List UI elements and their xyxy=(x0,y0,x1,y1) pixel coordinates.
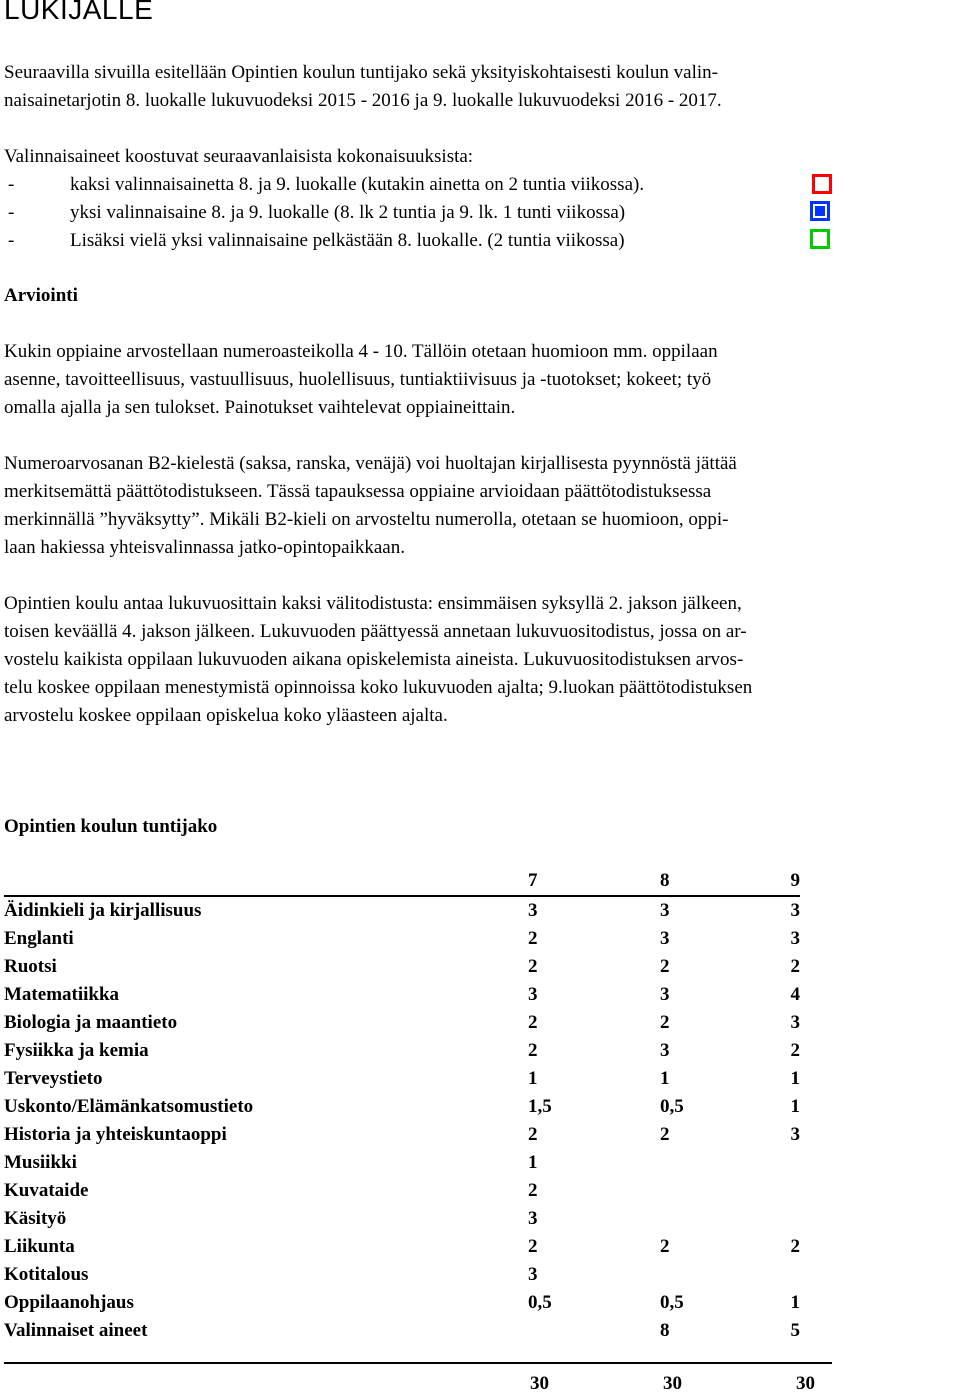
text-line: asenne, tavoitteellisuus, vastuullisuus, huolellisuus, tuntiaktiivisuus ja -tuotokset; kokeet; työ xyxy=(4,369,712,390)
grade-9-cell: 1 xyxy=(790,1292,800,1313)
red-square-marker-icon xyxy=(812,174,832,194)
elective-text: Lisäksi vielä yksi valinnaisaine pelkästään 8. luokalle. (2 tuntia viikossa) xyxy=(70,230,625,251)
subject-column-header xyxy=(4,867,516,896)
grade-7-cell: 2 xyxy=(528,1012,538,1033)
table-row xyxy=(4,1093,800,1121)
grade-9-cell: 3 xyxy=(790,1012,800,1033)
timetable-heading: Opintien koulun tuntijako xyxy=(4,816,218,837)
elective-item xyxy=(8,171,644,199)
grade-8-cell xyxy=(660,1149,780,1177)
table-row xyxy=(4,1233,800,1261)
grade-9-cell xyxy=(780,1205,800,1233)
grade-7-cell: 3 xyxy=(528,1264,538,1285)
total-grade-8: 30 xyxy=(663,1373,682,1394)
bullet-dash: - xyxy=(8,174,15,195)
grade-9-cell: 4 xyxy=(790,984,800,1005)
subject-cell: Äidinkieli ja kirjallisuus xyxy=(4,900,202,921)
table-row xyxy=(4,1121,800,1149)
grade-9-cell: 3 xyxy=(790,900,800,921)
table-row xyxy=(4,1009,800,1037)
subject-cell: Historia ja yhteiskuntaoppi xyxy=(4,1124,227,1145)
grade-8-cell: 3 xyxy=(660,984,670,1005)
grade-7-cell: 2 xyxy=(528,1236,538,1257)
grade-8-cell: 3 xyxy=(660,900,670,921)
grade-8-cell: 2 xyxy=(660,1236,670,1257)
elective-item xyxy=(8,227,625,255)
text-line: vostelu kaikista oppilaan lukuvuoden aikana opiskelemista aineista. Lukuvuositodistuksen arvos- xyxy=(4,649,744,670)
table-row xyxy=(4,896,800,925)
table-row xyxy=(4,1149,800,1177)
grade-8-cell: 2 xyxy=(660,956,670,977)
elective-text: yksi valinnaisaine 8. ja 9. luokalle (8. lk 2 tuntia ja 9. lk. 1 tunti viikossa) xyxy=(70,202,626,223)
grade-7-cell: 0,5 xyxy=(528,1292,552,1313)
total-grade-9: 30 xyxy=(796,1373,815,1394)
green-square-marker-icon xyxy=(810,229,830,249)
table-row xyxy=(4,1037,800,1065)
subject-cell: Englanti xyxy=(4,928,74,949)
grade-9-cell: 2 xyxy=(790,956,800,977)
subject-cell: Ruotsi xyxy=(4,956,57,977)
grade-8-cell: 3 xyxy=(660,928,670,949)
bullet-dash: - xyxy=(8,230,15,251)
table-row xyxy=(4,925,800,953)
grade-8-cell: 8 xyxy=(660,1320,670,1341)
text-line: merkinnällä ”hyväksytty”. Mikäli B2-kieli on arvosteltu numerolla, otetaan se huomioon, oppi- xyxy=(4,509,729,530)
timetable-table xyxy=(4,867,800,1345)
text-line: omalla ajalla ja sen tulokset. Painotukset vaihtelevat oppiaineittain. xyxy=(4,397,516,418)
grade-9-cell: 2 xyxy=(790,1040,800,1061)
grade-8-cell xyxy=(660,1205,780,1233)
subject-cell: Matematiikka xyxy=(4,984,120,1005)
grade-7-cell: 3 xyxy=(528,984,538,1005)
subject-cell: Oppilaanohjaus xyxy=(4,1292,134,1313)
subject-cell: Fysiikka ja kemia xyxy=(4,1040,149,1061)
text-line: laan hakiessa yhteisvalinnassa jatko-opintopaikkaan. xyxy=(4,537,405,558)
intro-line: Seuraavilla sivuilla esitellään Opintien koulun tuntijako sekä yksityiskohtaisesti koulun valin- xyxy=(4,62,718,83)
grade-7-cell: 2 xyxy=(528,1040,538,1061)
subject-cell: Valinnaiset aineet xyxy=(4,1320,148,1341)
page-title: LUKIJALLE xyxy=(4,0,154,25)
grade-7-cell: 3 xyxy=(528,900,538,921)
grade-8-cell xyxy=(660,1177,780,1205)
grade-column-header: 9 xyxy=(780,867,800,896)
assessment-heading: Arviointi xyxy=(4,285,78,306)
grade-7-cell: 1 xyxy=(528,1152,538,1173)
text-line: arvostelu koskee oppilaan opiskelua koko yläasteen ajalta. xyxy=(4,705,448,726)
text-line: telu koskee oppilaan menestymistä opinnoissa koko lukuvuoden ajalta; 9.luokan päättötodistuksen xyxy=(4,677,753,698)
grade-7-cell: 2 xyxy=(528,928,538,949)
grade-8-cell: 1 xyxy=(660,1068,670,1089)
assessment-paragraph-3 xyxy=(4,590,960,730)
grade-9-cell: 2 xyxy=(790,1236,800,1257)
subject-cell: Terveystieto xyxy=(4,1068,103,1089)
grade-9-cell: 1 xyxy=(790,1096,800,1117)
table-row xyxy=(4,1317,800,1345)
elective-item xyxy=(8,199,625,227)
text-line: merkitsemättä päättötodistukseen. Tässä tapauksessa oppiaine arvioidaan päättötodistuksessa xyxy=(4,481,712,502)
text-line: Numeroarvosanan B2-kielestä (saksa, ranska, venäjä) voi huoltajan kirjallisesta pyynnöstä jättää xyxy=(4,453,737,474)
intro-paragraph xyxy=(4,59,960,115)
assessment-paragraph-1 xyxy=(4,338,960,422)
grade-7-cell xyxy=(516,1317,660,1345)
table-header-row xyxy=(4,867,800,896)
text-line: Kukin oppiaine arvostellaan numeroasteikolla 4 - 10. Tällöin otetaan huomioon mm. oppilaan xyxy=(4,341,718,362)
grade-9-cell: 5 xyxy=(790,1320,800,1341)
grade-7-cell: 2 xyxy=(528,1180,538,1201)
blue-square-marker-icon xyxy=(810,201,830,221)
grade-column-header: 8 xyxy=(660,867,780,896)
grade-8-cell: 0,5 xyxy=(660,1096,684,1117)
grade-8-cell xyxy=(660,1261,780,1289)
text-line: toisen keväällä 4. jakson jälkeen. Lukuvuoden päättyessä annetaan lukuvuositodistus, jossa on ar- xyxy=(4,621,747,642)
grade-8-cell: 2 xyxy=(660,1124,670,1145)
table-row xyxy=(4,953,800,981)
grade-7-cell: 3 xyxy=(528,1208,538,1229)
grade-8-cell: 0,5 xyxy=(660,1292,684,1313)
grade-9-cell xyxy=(780,1177,800,1205)
table-row xyxy=(4,1177,800,1205)
text-line: Opintien koulu antaa lukuvuosittain kaksi välitodistusta: ensimmäisen syksyllä 2. jakson jälkeen, xyxy=(4,593,742,614)
subject-cell: Liikunta xyxy=(4,1236,75,1257)
subject-cell: Uskonto/Elämänkatsomustieto xyxy=(4,1096,254,1117)
grade-9-cell: 1 xyxy=(790,1068,800,1089)
table-row xyxy=(4,981,800,1009)
totals-divider xyxy=(4,1362,832,1364)
table-row xyxy=(4,1261,800,1289)
grade-8-cell: 3 xyxy=(660,1040,670,1061)
grade-7-cell: 1,5 xyxy=(528,1096,552,1117)
grade-column-header: 7 xyxy=(516,867,660,896)
intro-line: naisainetarjotin 8. luokalle lukuvuodeksi 2015 - 2016 ja 9. luokalle lukuvuodeksi 2016 - 2017. xyxy=(4,90,722,111)
elective-text: kaksi valinnaisainetta 8. ja 9. luokalle (kutakin ainetta on 2 tuntia viikossa). xyxy=(70,174,645,195)
electives-heading: Valinnaisaineet koostuvat seuraavanlaisista kokonaisuuksista: xyxy=(4,146,474,167)
subject-cell: Kotitalous xyxy=(4,1264,89,1285)
grade-7-cell: 2 xyxy=(528,1124,538,1145)
subject-cell: Biologia ja maantieto xyxy=(4,1012,178,1033)
table-row xyxy=(4,1065,800,1093)
grade-9-cell xyxy=(780,1149,800,1177)
subject-cell: Musiikki xyxy=(4,1152,77,1173)
grade-9-cell: 3 xyxy=(790,928,800,949)
table-row xyxy=(4,1289,800,1317)
grade-7-cell: 2 xyxy=(528,956,538,977)
grade-7-cell: 1 xyxy=(528,1068,538,1089)
subject-cell: Käsityö xyxy=(4,1208,67,1229)
table-row xyxy=(4,1205,800,1233)
grade-9-cell: 3 xyxy=(790,1124,800,1145)
grade-9-cell xyxy=(780,1261,800,1289)
assessment-paragraph-2 xyxy=(4,450,960,562)
grade-8-cell: 2 xyxy=(660,1012,670,1033)
total-grade-7: 30 xyxy=(530,1373,549,1394)
bullet-dash: - xyxy=(8,202,15,223)
subject-cell: Kuvataide xyxy=(4,1180,89,1201)
